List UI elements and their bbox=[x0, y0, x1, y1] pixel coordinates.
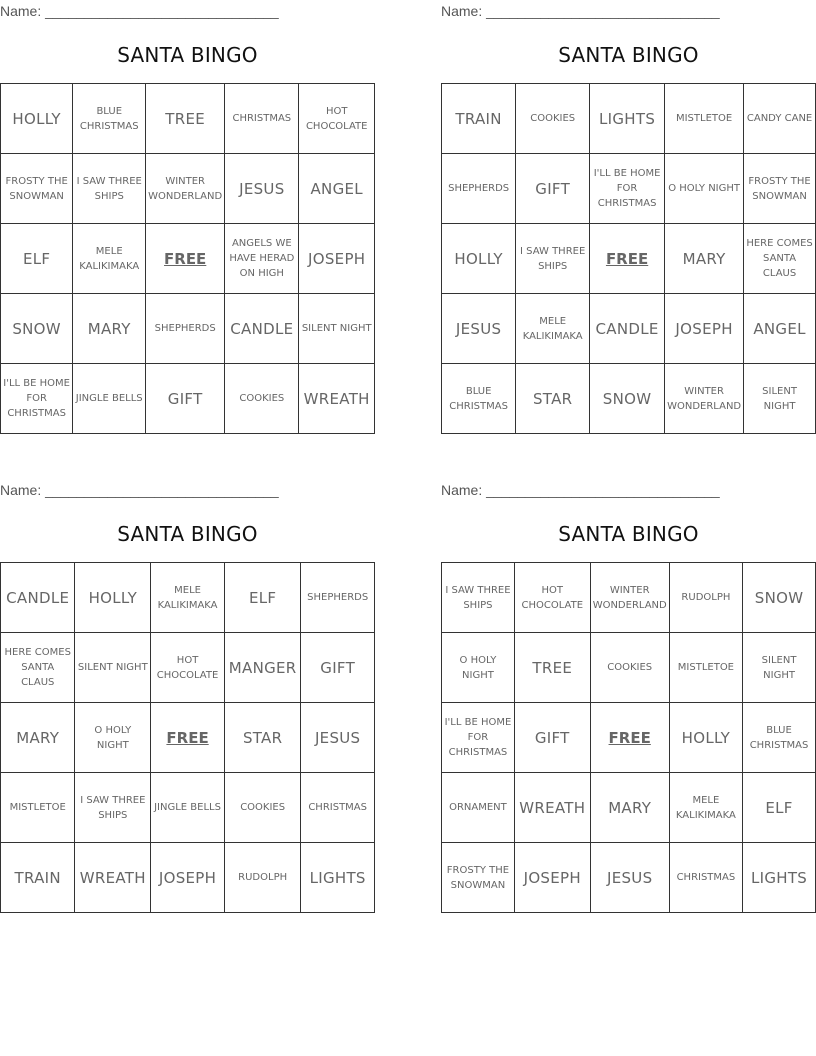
bingo-cell: CHRISTMAS bbox=[225, 84, 299, 154]
bingo-cell: WINTER WONDERLAND bbox=[590, 563, 669, 633]
bingo-cell: CANDY CANE bbox=[744, 84, 816, 154]
bingo-cell: SNOW bbox=[743, 563, 816, 633]
bingo-cell: LIGHTS bbox=[590, 84, 665, 154]
bingo-cell: I'LL BE HOME FOR CHRISTMAS bbox=[590, 154, 665, 224]
grid-row bbox=[1, 773, 375, 843]
bingo-cell: MANGER bbox=[224, 633, 300, 703]
bingo-cell: CANDLE bbox=[225, 294, 299, 364]
bingo-cell: BLUE CHRISTMAS bbox=[73, 84, 146, 154]
bingo-cell: TREE bbox=[146, 84, 225, 154]
bingo-cell: O HOLY NIGHT bbox=[665, 154, 744, 224]
bingo-cell: CHRISTMAS bbox=[669, 843, 742, 913]
bingo-cell: JESUS bbox=[590, 843, 669, 913]
bingo-cell: STAR bbox=[516, 364, 590, 434]
free-space-cell: FREE bbox=[151, 703, 225, 773]
card-title: SANTA BINGO bbox=[117, 522, 258, 546]
bingo-cell: MELE KALIKIMAKA bbox=[669, 773, 742, 843]
bingo-cell: COOKIES bbox=[590, 633, 669, 703]
bingo-cell: HOLLY bbox=[1, 84, 73, 154]
bingo-cell: HERE COMES SANTA CLAUS bbox=[744, 224, 816, 294]
grid-row bbox=[1, 703, 375, 773]
bingo-cell: WINTER WONDERLAND bbox=[665, 364, 744, 434]
bingo-cell: I'LL BE HOME FOR CHRISTMAS bbox=[1, 364, 73, 434]
grid-row bbox=[1, 364, 375, 434]
bingo-grid bbox=[0, 83, 375, 434]
bingo-cell: SHEPHERDS bbox=[146, 294, 225, 364]
bingo-cell: LIGHTS bbox=[301, 843, 375, 913]
bingo-cell: GIFT bbox=[146, 364, 225, 434]
bingo-cell: HERE COMES SANTA CLAUS bbox=[1, 633, 75, 703]
bingo-cell: MARY bbox=[665, 224, 744, 294]
grid-row bbox=[1, 633, 375, 703]
bingo-cell: TRAIN bbox=[1, 843, 75, 913]
bingo-cell: COOKIES bbox=[225, 364, 299, 434]
bingo-cell: TRAIN bbox=[442, 84, 516, 154]
bingo-cell: SNOW bbox=[1, 294, 73, 364]
bingo-cell: HOLLY bbox=[75, 563, 151, 633]
bingo-cell: GIFT bbox=[301, 633, 375, 703]
grid-row bbox=[1, 294, 375, 364]
bingo-cell: HOLLY bbox=[442, 224, 516, 294]
bingo-cell: JESUS bbox=[301, 703, 375, 773]
bingo-cell: HOT CHOCOLATE bbox=[299, 84, 375, 154]
bingo-cell: LIGHTS bbox=[743, 843, 816, 913]
card-title: SANTA BINGO bbox=[117, 43, 258, 67]
card-title: SANTA BINGO bbox=[558, 522, 699, 546]
bingo-cell: JOSEPH bbox=[299, 224, 375, 294]
bingo-grid bbox=[0, 562, 375, 913]
bingo-cell: MISTLETOE bbox=[665, 84, 744, 154]
bingo-cell: JESUS bbox=[442, 294, 516, 364]
grid-row bbox=[442, 563, 816, 633]
bingo-cell: ANGEL bbox=[744, 294, 816, 364]
free-space-cell: FREE bbox=[590, 703, 669, 773]
grid-row bbox=[1, 84, 375, 154]
bingo-cell: ELF bbox=[1, 224, 73, 294]
bingo-cell: WREATH bbox=[75, 843, 151, 913]
grid-row bbox=[1, 154, 375, 224]
bingo-cell: MARY bbox=[73, 294, 146, 364]
bingo-cell: I SAW THREE SHIPS bbox=[516, 224, 590, 294]
bingo-cell: O HOLY NIGHT bbox=[75, 703, 151, 773]
name-field[interactable]: Name: ______________________________ bbox=[441, 482, 720, 498]
bingo-cell: JOSEPH bbox=[665, 294, 744, 364]
bingo-cell: SILENT NIGHT bbox=[75, 633, 151, 703]
name-field[interactable]: Name: ______________________________ bbox=[0, 3, 279, 19]
bingo-cell: JINGLE BELLS bbox=[73, 364, 146, 434]
bingo-grid bbox=[441, 562, 816, 913]
bingo-cell: TREE bbox=[514, 633, 590, 703]
bingo-cell: ORNAMENT bbox=[442, 773, 515, 843]
bingo-cell: WREATH bbox=[514, 773, 590, 843]
grid-row bbox=[442, 84, 816, 154]
bingo-cell: MELE KALIKIMAKA bbox=[73, 224, 146, 294]
bingo-cell: JOSEPH bbox=[151, 843, 225, 913]
bingo-cell: I SAW THREE SHIPS bbox=[73, 154, 146, 224]
bingo-cell: COOKIES bbox=[516, 84, 590, 154]
bingo-cell: BLUE CHRISTMAS bbox=[442, 364, 516, 434]
bingo-cell: SHEPHERDS bbox=[301, 563, 375, 633]
bingo-cell: STAR bbox=[224, 703, 300, 773]
bingo-cell: MELE KALIKIMAKA bbox=[151, 563, 225, 633]
bingo-cell: CANDLE bbox=[590, 294, 665, 364]
grid-row bbox=[442, 224, 816, 294]
bingo-cell: FROSTY THE SNOWMAN bbox=[1, 154, 73, 224]
bingo-cell: RUDOLPH bbox=[224, 843, 300, 913]
bingo-grid bbox=[441, 83, 816, 434]
grid-row bbox=[1, 224, 375, 294]
bingo-cell: WINTER WONDERLAND bbox=[146, 154, 225, 224]
bingo-cell: SILENT NIGHT bbox=[299, 294, 375, 364]
bingo-cell: O HOLY NIGHT bbox=[442, 633, 515, 703]
bingo-cell: SILENT NIGHT bbox=[744, 364, 816, 434]
grid-row bbox=[442, 843, 816, 913]
bingo-cell: RUDOLPH bbox=[669, 563, 742, 633]
bingo-cell: MISTLETOE bbox=[669, 633, 742, 703]
bingo-cell: I SAW THREE SHIPS bbox=[442, 563, 515, 633]
bingo-cell: WREATH bbox=[299, 364, 375, 434]
bingo-cell: I SAW THREE SHIPS bbox=[75, 773, 151, 843]
grid-row bbox=[442, 294, 816, 364]
bingo-cell: FROSTY THE SNOWMAN bbox=[744, 154, 816, 224]
bingo-cell: BLUE CHRISTMAS bbox=[743, 703, 816, 773]
grid-row bbox=[1, 843, 375, 913]
free-space-cell: FREE bbox=[146, 224, 225, 294]
grid-row bbox=[442, 364, 816, 434]
bingo-cell: I'LL BE HOME FOR CHRISTMAS bbox=[442, 703, 515, 773]
bingo-cell: JESUS bbox=[225, 154, 299, 224]
grid-row bbox=[1, 563, 375, 633]
bingo-cell: CANDLE bbox=[1, 563, 75, 633]
bingo-cell: JOSEPH bbox=[514, 843, 590, 913]
bingo-cell: ANGEL bbox=[299, 154, 375, 224]
bingo-cell: HOLLY bbox=[669, 703, 742, 773]
bingo-cell: JINGLE BELLS bbox=[151, 773, 225, 843]
bingo-cell: GIFT bbox=[514, 703, 590, 773]
free-space-cell: FREE bbox=[590, 224, 665, 294]
bingo-cell: MELE KALIKIMAKA bbox=[516, 294, 590, 364]
bingo-cell: SILENT NIGHT bbox=[743, 633, 816, 703]
name-field[interactable]: Name: ______________________________ bbox=[0, 482, 279, 498]
bingo-cell: ANGELS WE HAVE HERAD ON HIGH bbox=[225, 224, 299, 294]
bingo-cell: SHEPHERDS bbox=[442, 154, 516, 224]
bingo-cell: ELF bbox=[224, 563, 300, 633]
bingo-cell: MARY bbox=[1, 703, 75, 773]
grid-row bbox=[442, 633, 816, 703]
card-title: SANTA BINGO bbox=[558, 43, 699, 67]
bingo-cell: MISTLETOE bbox=[1, 773, 75, 843]
grid-row bbox=[442, 773, 816, 843]
bingo-cell: ELF bbox=[743, 773, 816, 843]
grid-row bbox=[442, 154, 816, 224]
bingo-cell: CHRISTMAS bbox=[301, 773, 375, 843]
bingo-cell: MARY bbox=[590, 773, 669, 843]
bingo-cell: FROSTY THE SNOWMAN bbox=[442, 843, 515, 913]
bingo-cell: HOT CHOCOLATE bbox=[514, 563, 590, 633]
grid-row bbox=[442, 703, 816, 773]
bingo-cell: COOKIES bbox=[224, 773, 300, 843]
bingo-cell: GIFT bbox=[516, 154, 590, 224]
bingo-cell: SNOW bbox=[590, 364, 665, 434]
bingo-cell: HOT CHOCOLATE bbox=[151, 633, 225, 703]
name-field[interactable]: Name: ______________________________ bbox=[441, 3, 720, 19]
